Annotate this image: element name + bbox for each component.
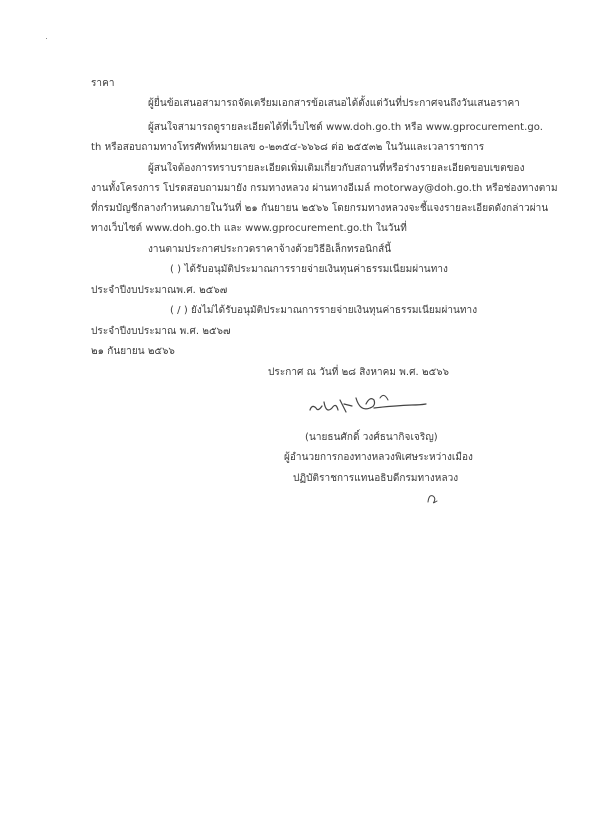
body-line-contact-email: งานทั้งโครงการ โปรดสอบถามมายัง กรมทางหลวง ผ่านทางอีเมล์ motorway@doh.go.th หรือช่องทางตาม	[91, 183, 558, 194]
body-line-price: ราคา	[91, 78, 115, 89]
signer-position: ผู้อำนวยการกองทางหลวงพิเศษระหว่างเมือง	[284, 452, 473, 463]
handwritten-signature	[300, 386, 430, 422]
body-line-fiscal-year-2: ประจำปีงบประมาณ พ.ศ. ๒๕๖๗	[91, 326, 231, 337]
body-line-date: ๒๑ กันยายน ๒๕๖๖	[91, 346, 175, 357]
body-line-e-bidding-note: งานตามประกาศประกวดราคาจ้างด้วยวิธีอิเล็กทรอนิกส์นี้	[148, 244, 392, 255]
body-line-website-info: ผู้สนใจสามารถดูรายละเอียดได้ที่เว็บไซต์ www.doh.go.th หรือ www.gprocurement.go.	[148, 122, 543, 133]
body-line-phone-info: th หรือสอบถามทางโทรศัพท์หมายเลข ๐-๒๓๕๔-๖๖๖๘ ต่อ ๒๕๕๓๒ ในวันและเวลาราชการ	[91, 142, 485, 153]
signer-role: ปฏิบัติราชการแทนอธิบดีกรมทางหลวง	[293, 473, 459, 484]
body-line-fiscal-year-1: ประจำปีงบประมาณพ.ศ. ๒๕๖๗	[91, 285, 228, 296]
checkbox-approved-line: ( ) ได้รับอนุมัติประมาณการรายจ่ายเงินทุนค่าธรรมเนียมผ่านทาง	[170, 264, 448, 275]
body-line-more-details: ผู้สนใจต้องการทราบรายละเอียดเพิ่มเติมเกี่ยวกับสถานที่หรือร่างรายละเอียดขอบเขตของ	[148, 163, 525, 174]
body-line-clarify-website: ทางเว็บไซต์ www.doh.go.th และ www.gprocurement.go.th ในวันที่	[91, 223, 407, 234]
body-line-prepare-docs: ผู้ยื่นข้อเสนอสามารถจัดเตรียมเอกสารข้อเสนอได้ตั้งแต่วันที่ประกาศจนถึงวันเสนอราคา	[148, 98, 520, 109]
scan-speck	[46, 38, 47, 39]
announcement-date: ประกาศ ณ วันที่ ๒๘ สิงหาคม พ.ศ. ๒๕๖๖	[268, 367, 450, 378]
handwritten-initial	[425, 490, 441, 506]
signer-name: (นายธนศักดิ์ วงศ์ธนากิจเจริญ)	[305, 432, 438, 443]
checkbox-not-approved-line: ( / ) ยังไม่ได้รับอนุมัติประมาณการรายจ่ายเงินทุนค่าธรรมเนียมผ่านทาง	[170, 305, 478, 316]
body-line-deadline: ที่กรมบัญชีกลางกำหนดภายในวันที่ ๒๑ กันยายน ๒๕๖๖ โดยกรมทางหลวงจะชี้แจงรายละเอียดดังกล่าวผ่าน	[91, 203, 549, 214]
